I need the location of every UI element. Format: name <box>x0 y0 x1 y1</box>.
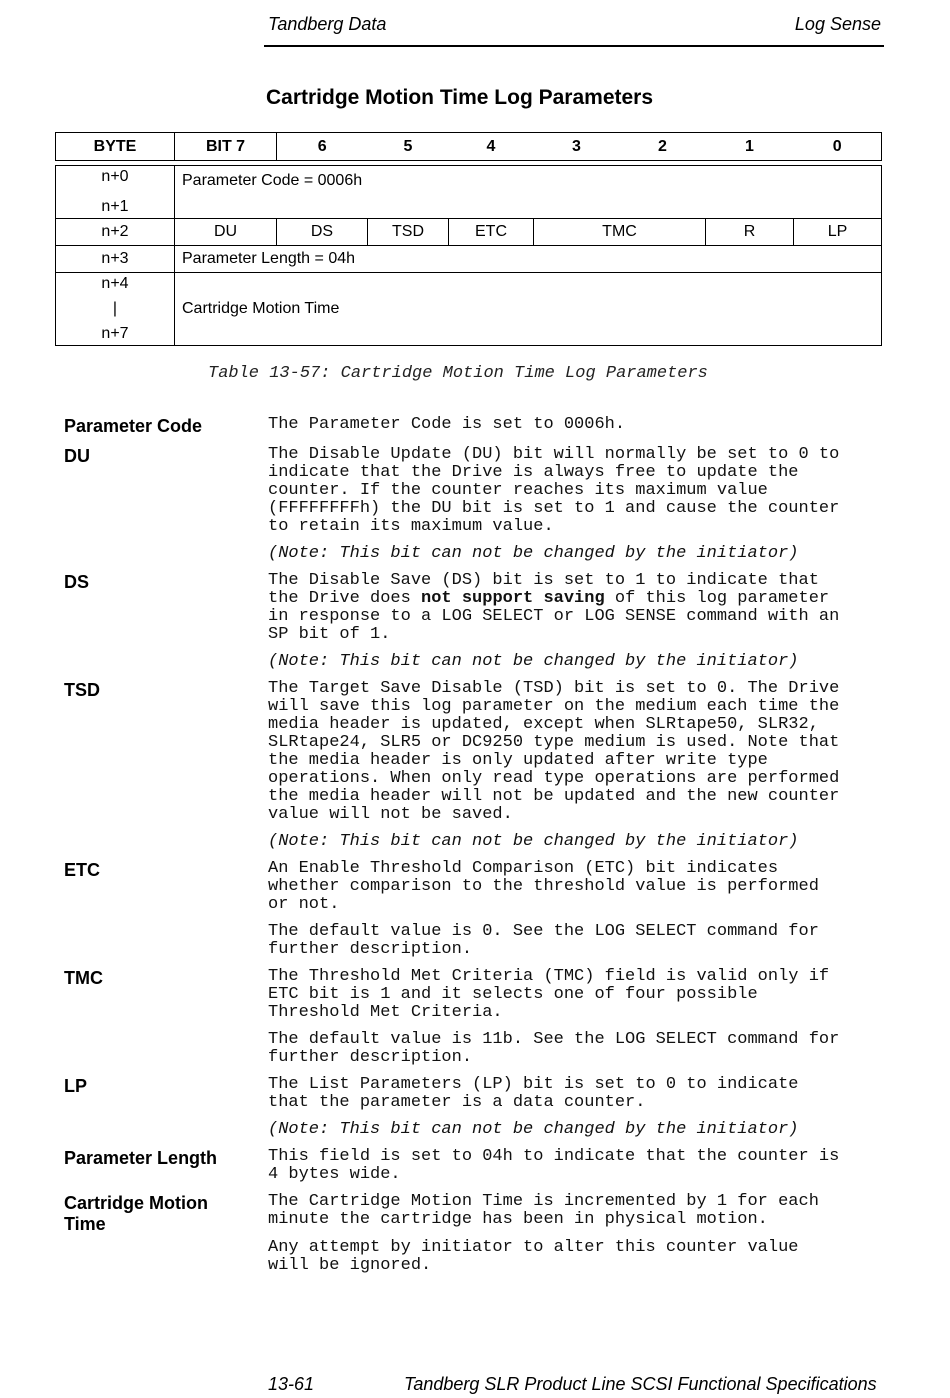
desc-etc: An Enable Threshold Comparison (ETC) bit indicates whether comparison to the threshold value is performed or not. <box>268 859 819 914</box>
byte-label: n+3 <box>56 246 175 273</box>
term-line: Time <box>64 1214 106 1234</box>
table-row <box>56 246 882 273</box>
field-tsd: TSD <box>368 219 449 246</box>
desc-tsd: The Target Save Disable (TSD) bit is set to 0. The Drive will save this log parameter on the medium each time the media header is updated, except when SLRtape50, SLR32, SLRtape24, SLR5 or DC9250 type medium is used. Note that the media header is only updated after write type operations. When only read type operations are performed the media header will not be updated and the new counter value will not be saved. <box>268 679 840 824</box>
col-byte: BYTE <box>56 133 175 161</box>
bit-header-table <box>55 132 882 161</box>
desc-cartridge-motion-time-2: Any attempt by initiator to alter this counter value will be ignored. <box>268 1238 799 1275</box>
field-tmc: TMC <box>534 219 706 246</box>
field-du: DU <box>175 219 277 246</box>
field-lp: LP <box>794 219 882 246</box>
col-bit7: BIT 7 <box>175 133 277 161</box>
desc-du: The Disable Update (DU) bit will normally be set to 0 to indicate that the Drive is always free to update the counter. If the counter reaches its maximum value (FFFFFFFFh) the DU bit is set to 1 and cause the counter to retain its maximum value. <box>268 445 840 536</box>
note-du: (Note: This bit can not be changed by the initiator) <box>268 544 799 563</box>
desc-parameter-length: This field is set to 04h to indicate that the counter is 4 bytes wide. <box>268 1147 840 1184</box>
header-rule <box>264 45 884 47</box>
desc-etc-default: The default value is 0. See the LOG SELECT command for further description. <box>268 922 819 959</box>
term-tmc: TMC <box>64 968 103 988</box>
table-caption: Table 13-57: Cartridge Motion Time Log Parameters <box>208 364 708 383</box>
col-bit0: 0 <box>794 133 882 161</box>
term-lp: LP <box>64 1076 88 1096</box>
table-row <box>56 166 882 219</box>
desc-parameter-code: The Parameter Code is set to 0006h. <box>268 415 626 434</box>
byte-label: n+7 <box>101 325 129 342</box>
col-bit5: 5 <box>368 133 449 161</box>
header-left: Tandberg Data <box>268 14 387 34</box>
table-row <box>56 273 882 346</box>
desc-ds-part: The Disable Save (DS) bit is set to 1 to indicate that the Drive does <box>268 571 819 608</box>
byte-label: n+1 <box>101 198 129 215</box>
note-tsd: (Note: This bit can not be changed by the initiator) <box>268 832 799 851</box>
desc-lp: The List Parameters (LP) bit is set to 0 to indicate that the parameter is a data counter. <box>268 1075 799 1112</box>
parameter-code-cell: Parameter Code = 0006h <box>175 166 882 219</box>
page-number: 13-61 <box>268 1374 315 1394</box>
desc-tmc-default: The default value is 11b. See the LOG SELECT command for further description. <box>268 1030 840 1067</box>
term-etc: ETC <box>64 860 100 880</box>
byte-cell <box>56 273 175 346</box>
term-line: Cartridge Motion <box>64 1193 208 1213</box>
byte-label: n+2 <box>56 219 175 246</box>
term-parameter-code: Parameter Code <box>64 416 203 436</box>
field-etc: ETC <box>449 219 534 246</box>
col-bit6: 6 <box>277 133 368 161</box>
desc-tmc: The Threshold Met Criteria (TMC) field is valid only if ETC bit is 1 and it selects one of four possible Threshold Met Criteria. <box>268 967 830 1022</box>
field-ds: DS <box>277 219 368 246</box>
bit-layout-table <box>55 165 882 346</box>
cartridge-motion-time-cell: Cartridge Motion Time <box>175 273 882 346</box>
col-bit1: 1 <box>706 133 794 161</box>
byte-label: n+0 <box>101 168 129 185</box>
footer-title: Tandberg SLR Product Line SCSI Functional Specifications <box>404 1374 877 1394</box>
col-bit2: 2 <box>620 133 706 161</box>
section-title: Cartridge Motion Time Log Parameters <box>266 86 654 109</box>
term-du: DU <box>64 446 90 466</box>
byte-cell <box>56 166 175 219</box>
byte-label: n+4 <box>101 275 129 292</box>
byte-range-separator: | <box>112 300 118 317</box>
field-r: R <box>706 219 794 246</box>
term-tsd: TSD <box>64 680 100 700</box>
col-bit4: 4 <box>449 133 534 161</box>
parameter-length-cell: Parameter Length = 04h <box>175 246 882 273</box>
col-bit3: 3 <box>534 133 620 161</box>
desc-ds-emphasis: not support saving <box>421 589 605 608</box>
note-lp: (Note: This bit can not be changed by the initiator) <box>268 1120 799 1139</box>
term-parameter-length: Parameter Length <box>64 1148 218 1168</box>
term-cartridge-motion-time <box>64 1193 208 1235</box>
desc-ds-part: of this log parameter in response to a LOG SELECT or LOG SENSE command with an SP bit of 1. <box>268 589 840 644</box>
desc-cartridge-motion-time: The Cartridge Motion Time is incremented by 1 for each minute the cartridge has been in physical motion. <box>268 1192 819 1229</box>
term-ds: DS <box>64 572 90 592</box>
table-row <box>56 219 882 246</box>
desc-ds <box>268 572 883 644</box>
header-right: Log Sense <box>794 14 881 34</box>
note-ds: (Note: This bit can not be changed by the initiator) <box>268 652 799 671</box>
